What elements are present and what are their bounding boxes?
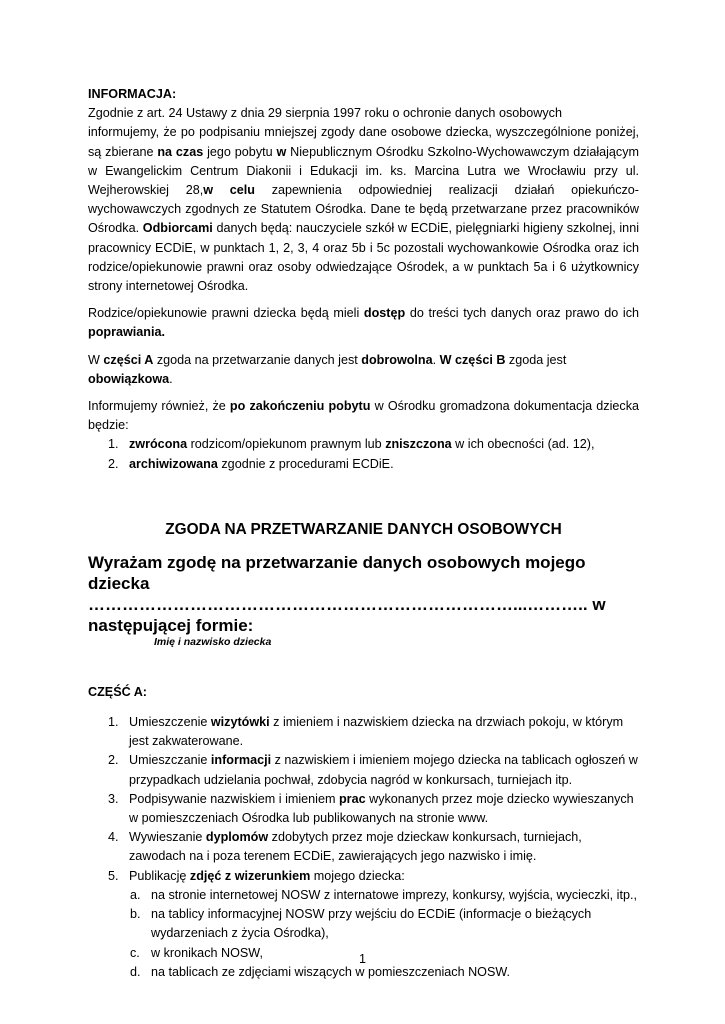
list-item: 2. archiwizowana zgodnie z procedurami ECDiE.: [108, 456, 394, 471]
sub-list-item: c. w kronikach NOSW,: [130, 945, 263, 960]
sub-list-item: d. na tablicach ze zdjęciami wiszących w pomieszczeniach NOSW.: [130, 964, 511, 979]
list-item: 1. zwrócona rodzicom/opiekunom prawnym lub zniszczona w ich obecności (ad. 12),: [108, 437, 595, 452]
info-paragraph-3: W części A zgoda na przetwarzanie danych jest dobrowolna. W części B zgoda jest obowiązkowa.: [88, 352, 567, 386]
info-heading: INFORMACJA:: [88, 87, 177, 101]
list-item: 3. Podpisywanie nazwiskiem i imieniem prac wykonanych przez moje dziecko wywieszanych w pomieszczeniach Ośrodka lub publikowanych na stronie www.: [108, 791, 634, 826]
info-paragraph-1: informujemy, że po podpisaniu mniejszej zgody dane osobowe dziecka, wyszczególnione poniżej, są zbierane na czas jego pobytu w Niepublicznym Ośrodku Szkolno-Wychowawczym działającym w Ewangelickim Centrum Diakonii i Edukacji im. ks. Marcina Lutra we Wrocławiu przy ul. Wejherowskiej 28,w celu zapewnienia odpowiedniej realizacji działań opiekuńczo-wychowawczych zgodnych ze Statutem Ośrodka. Dane te będą przetwarzane przez pracowników Ośrodka. Odbiorcami danych będą: nauczyciele szkół w ECDiE, pielęgniarki higieny szkolnej, inni pracownicy ECDiE, w punktach 1, 2, 3, 4 oraz 5b i 5c pozostali wychowankowie Ośrodka oraz ich rodzice/opiekunowie prawni oraz osoby odwiedzające Ośrodek, a w punktach 5a i 6 użytkownicy strony internetowej Ośrodka.: [88, 125, 640, 294]
part-a-list: [88, 713, 639, 982]
child-name-line: …………………………………………………………………...……….. w następującej formie:: [88, 594, 606, 635]
consent-statement: Wyrażam zgodę na przetwarzanie danych osobowych mojego dziecka: [88, 552, 586, 593]
list-item: 1. Umieszczenie wizytówki z imieniem i nazwiskiem dziecka na drzwiach pokoju, w którym jest zakwaterowane.: [108, 715, 624, 749]
info-legal-basis: Zgodnie z art. 24 Ustawy z dnia 29 sierpnia 1997 roku o ochronie danych osobowych: [88, 106, 562, 121]
sub-list-item: b. na tablicy informacyjnej NOSW przy wejściu do ECDiE (informacje o bieżących wydarzeniach z życia Ośrodka),: [130, 907, 592, 941]
list-item: 2. Umieszczanie informacji z nazwiskiem i imieniem mojego dziecka na tablicach ogłoszeń w przypadkach udzielania pochwał, zdobycia nagród w konkursach, turniejach itp.: [108, 753, 638, 787]
child-name-caption: Imię i nazwisko dziecka: [154, 635, 272, 648]
consent-title: ZGODA NA PRZETWARZANIE DANYCH OSOBOWYCH: [165, 520, 562, 538]
list-item: 4. Wywieszanie dyplomów zdobytych przez moje dzieckaw konkursach, turniejach, zawodach na i poza terenem ECDiE, zawierających jego nazwisko i imię.: [108, 830, 582, 864]
page-number: 1: [358, 952, 366, 966]
info-paragraph-2: Rodzice/opiekunowie prawni dziecka będą mieli dostęp do treści tych danych oraz prawo do ich poprawiania.: [88, 306, 639, 340]
sub-list-item: a. na stronie internetowej NOSW z internatowe imprezy, konkursy, wyjścia, wycieczki, itp.,: [130, 887, 637, 902]
document-page: [88, 85, 639, 982]
part-a-heading: CZĘŚĆ A:: [88, 684, 148, 699]
info-paragraph-4: Informujemy również, że po zakończeniu pobytu w Ośrodku gromadzona dokumentacja dziecka będzie:: [88, 399, 639, 433]
list-item: 5. Publikację zdjęć z wizerunkiem mojego dziecka:: [108, 868, 405, 883]
